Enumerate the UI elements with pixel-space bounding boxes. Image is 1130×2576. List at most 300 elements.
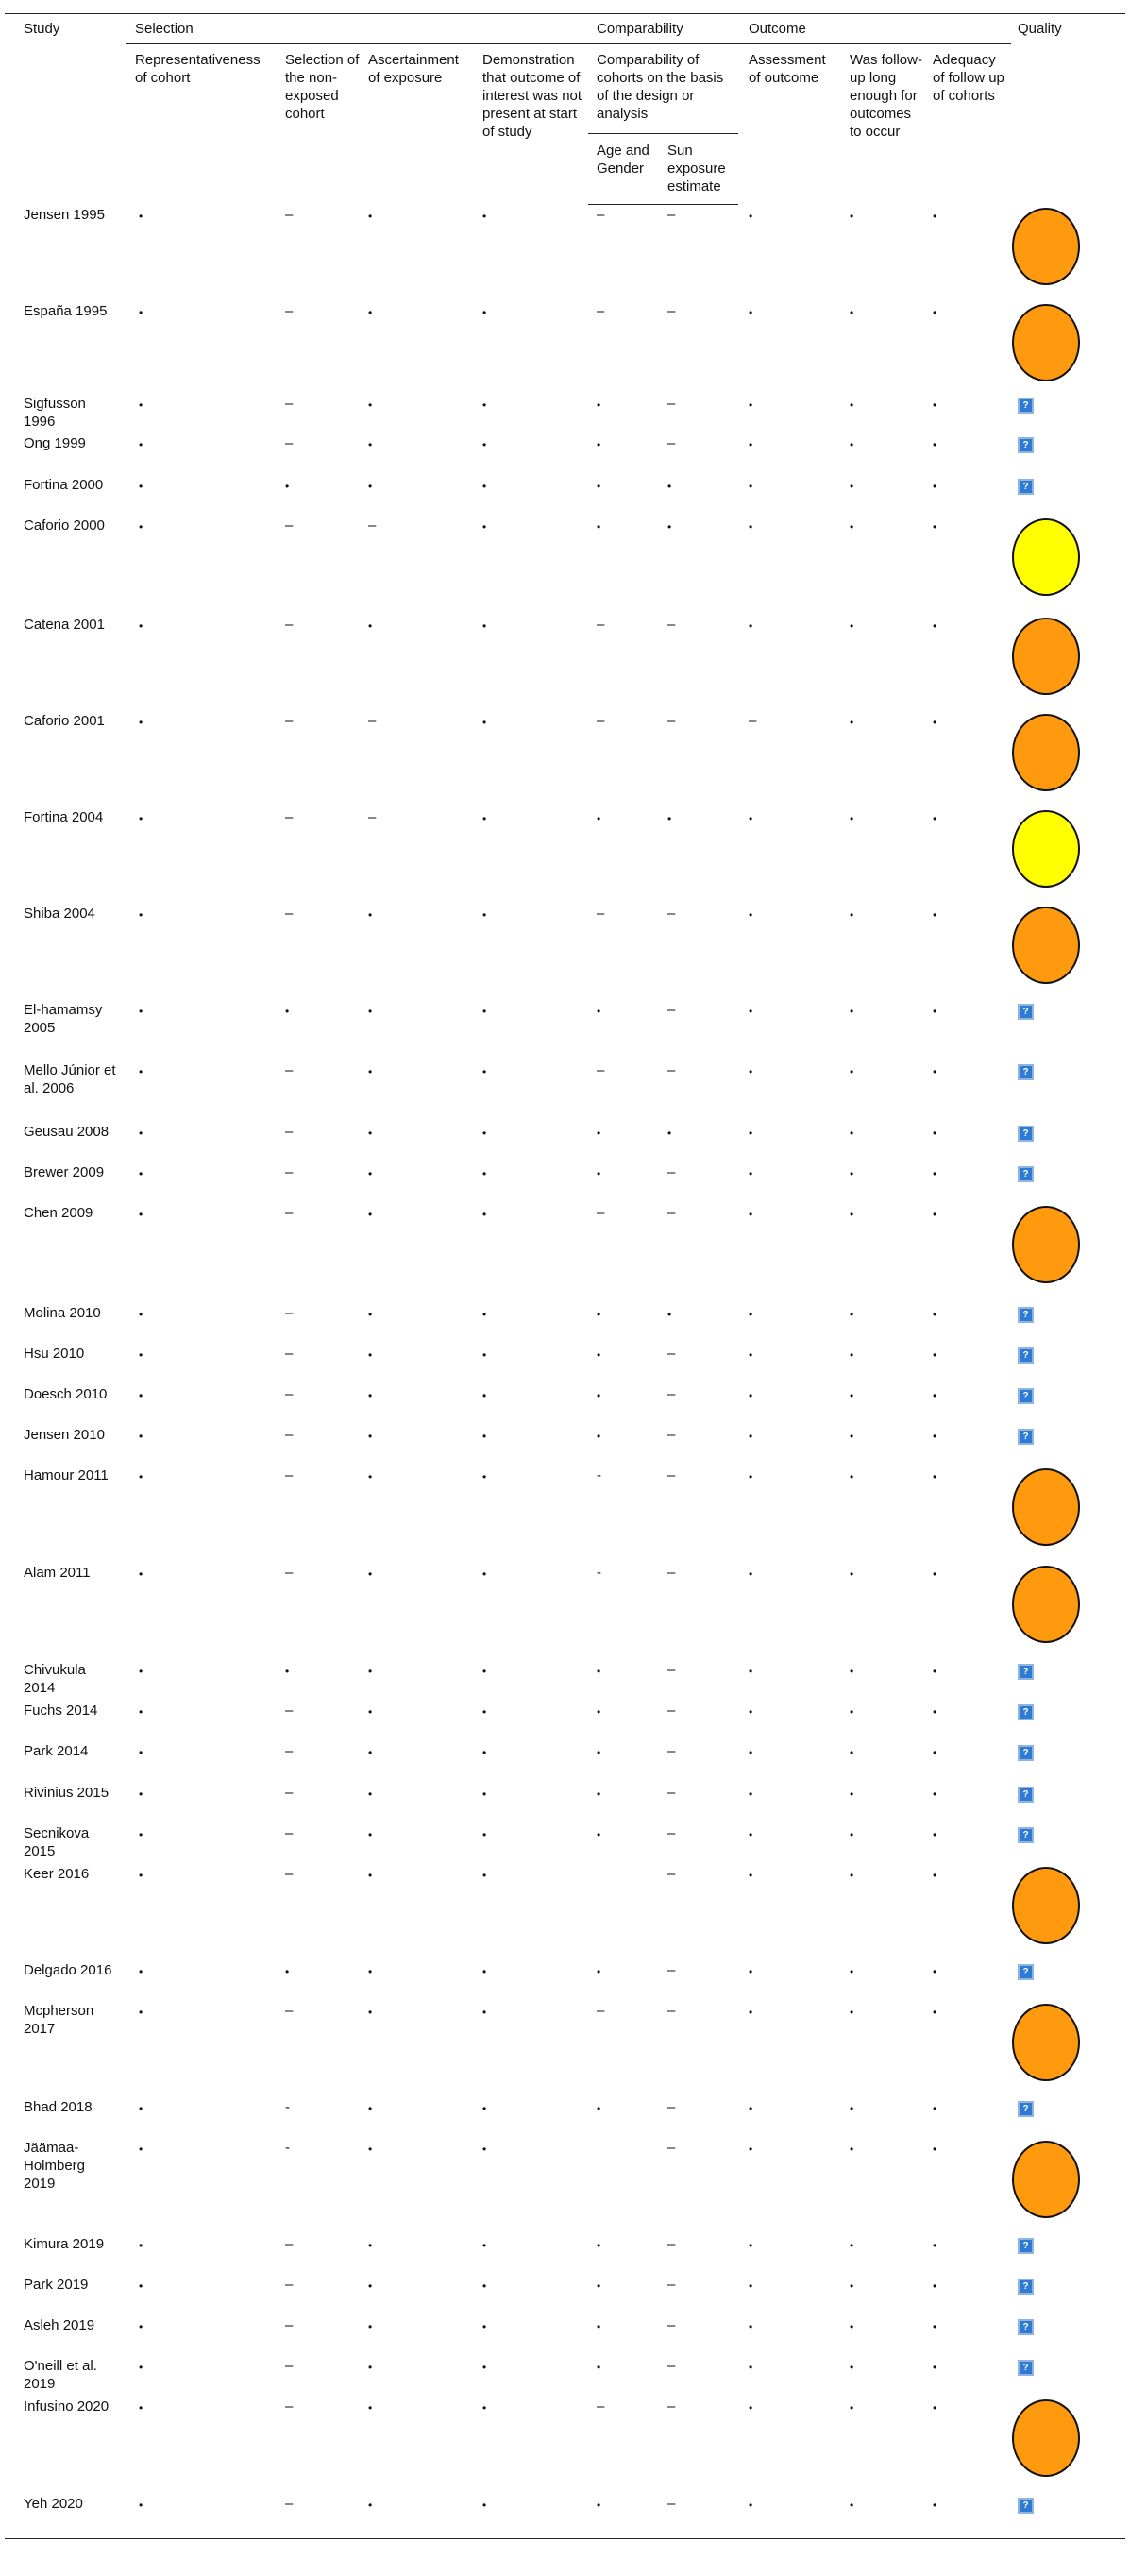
cell-adequacy: • xyxy=(933,210,937,223)
cell-assessment: • xyxy=(749,1568,753,1581)
cell-assessment: • xyxy=(749,398,753,412)
cell-selection-nonexposed: – xyxy=(285,713,294,729)
cell-sun-exposure: – xyxy=(667,435,676,451)
cell-assessment: • xyxy=(749,2361,753,2374)
cell-followup-long: • xyxy=(850,438,854,451)
cell-demonstration: • xyxy=(482,908,487,922)
cell-demonstration: • xyxy=(482,398,487,412)
cell-sun-exposure: • xyxy=(667,1127,672,1140)
cell-followup-long: • xyxy=(850,1705,854,1719)
cell-assessment: • xyxy=(749,908,753,922)
cell-ascertainment: • xyxy=(368,2143,373,2156)
cell-adequacy: • xyxy=(933,1788,937,1801)
cell-selection-nonexposed: – xyxy=(285,207,294,223)
cell-followup-long: • xyxy=(850,2006,854,2019)
cell-age-gender: – xyxy=(597,2003,605,2019)
study-name: Park 2019 xyxy=(24,2277,89,2293)
cell-ascertainment: • xyxy=(368,1869,373,1882)
cell-followup-long: • xyxy=(850,619,854,633)
cell-ascertainment: • xyxy=(368,1127,373,1140)
cell-adequacy: • xyxy=(933,2239,937,2252)
cell-ascertainment: • xyxy=(368,1389,373,1402)
subheader-followup-long: Was follow-up long enough for outcomes to occur xyxy=(850,52,922,140)
cell-assessment: • xyxy=(749,2102,753,2115)
cell-selection-nonexposed: – xyxy=(285,1164,294,1180)
quality-unknown-icon: ? xyxy=(1018,2279,1034,2295)
cell-assessment: • xyxy=(749,1065,753,1078)
cell-selection-nonexposed: – xyxy=(285,517,294,534)
cell-age-gender: – xyxy=(597,713,605,729)
cell-assessment: • xyxy=(749,1005,753,1018)
cell-adequacy: • xyxy=(933,1389,937,1402)
cell-demonstration: • xyxy=(482,2361,487,2374)
cell-assessment: • xyxy=(749,2239,753,2252)
cell-representativeness: • xyxy=(139,1965,143,1978)
cell-ascertainment: • xyxy=(368,2102,373,2115)
cell-adequacy: • xyxy=(933,1430,937,1443)
cell-followup-long: • xyxy=(850,1005,854,1018)
cell-selection-nonexposed: – xyxy=(285,435,294,451)
cell-demonstration: • xyxy=(482,716,487,729)
cell-assessment: • xyxy=(749,438,753,451)
cell-selection-nonexposed: – xyxy=(285,1427,294,1443)
study-name: Asleh 2019 xyxy=(24,2317,95,2333)
cell-selection-nonexposed: – xyxy=(285,1703,294,1719)
cell-assessment: • xyxy=(749,1828,753,1841)
cell-representativeness: • xyxy=(139,1828,143,1841)
study-name: O'neill et al. 2019 xyxy=(24,2358,97,2392)
cell-demonstration: • xyxy=(482,2102,487,2115)
cell-demonstration: • xyxy=(482,480,487,493)
quality-unknown-icon: ? xyxy=(1018,1347,1034,1364)
cell-demonstration: • xyxy=(482,520,487,534)
cell-sun-exposure: – xyxy=(667,303,676,319)
subheader-sun-exposure: Sun exposure estimate xyxy=(667,143,726,195)
cell-sun-exposure: – xyxy=(667,617,676,633)
cell-adequacy: • xyxy=(933,1065,937,1078)
age-sun-underline xyxy=(588,204,738,205)
bottom-rule xyxy=(5,2538,1125,2539)
cell-sun-exposure: • xyxy=(667,1308,672,1321)
cell-demonstration: • xyxy=(482,438,487,451)
cell-representativeness: • xyxy=(139,2239,143,2252)
quality-unknown-icon: ? xyxy=(1018,1064,1034,1080)
cell-followup-long: • xyxy=(850,1665,854,1678)
cell-selection-nonexposed: – xyxy=(285,1467,294,1483)
cell-followup-long: • xyxy=(850,716,854,729)
cell-assessment: • xyxy=(749,1167,753,1180)
cell-age-gender: • xyxy=(597,398,601,412)
cell-ascertainment: • xyxy=(368,1746,373,1759)
cell-adequacy: • xyxy=(933,908,937,922)
cell-selection-nonexposed: • xyxy=(285,1005,290,1018)
cell-adequacy: • xyxy=(933,2361,937,2374)
cell-adequacy: • xyxy=(933,716,937,729)
cell-demonstration: • xyxy=(482,2006,487,2019)
cell-adequacy: • xyxy=(933,619,937,633)
study-name: Fortina 2004 xyxy=(24,809,104,825)
cell-adequacy: • xyxy=(933,1869,937,1882)
cell-age-gender: • xyxy=(597,1965,601,1978)
cell-selection-nonexposed: – xyxy=(285,1785,294,1801)
cell-demonstration: • xyxy=(482,619,487,633)
study-name: Infusino 2020 xyxy=(24,2398,110,2415)
cell-selection-nonexposed: – xyxy=(285,1743,294,1759)
cell-selection-nonexposed: – xyxy=(285,1386,294,1402)
cell-representativeness: • xyxy=(139,2361,143,2374)
header-comparability: Comparability xyxy=(597,21,683,37)
cell-followup-long: • xyxy=(850,1430,854,1443)
cell-sun-exposure: – xyxy=(667,1427,676,1443)
cell-representativeness: • xyxy=(139,306,143,319)
study-name: Rivinius 2015 xyxy=(24,1785,110,1801)
cell-ascertainment: • xyxy=(368,1828,373,1841)
cell-assessment: • xyxy=(749,2279,753,2293)
orange-quality-circle-icon xyxy=(1012,2004,1080,2081)
cell-assessment: – xyxy=(749,713,757,729)
cell-representativeness: • xyxy=(139,1788,143,1801)
cell-demonstration: • xyxy=(482,1208,487,1221)
cell-sun-exposure: – xyxy=(667,1743,676,1759)
cell-age-gender: • xyxy=(597,2361,601,2374)
header-quality: Quality xyxy=(1018,21,1062,37)
cell-representativeness: • xyxy=(139,1705,143,1719)
cell-representativeness: • xyxy=(139,1208,143,1221)
cell-representativeness: • xyxy=(139,2320,143,2333)
study-name: Brewer 2009 xyxy=(24,1164,105,1180)
cell-followup-long: • xyxy=(850,1348,854,1362)
cell-demonstration: • xyxy=(482,812,487,825)
orange-quality-circle-icon xyxy=(1012,1867,1080,1944)
study-name: Fortina 2000 xyxy=(24,477,104,493)
cell-adequacy: • xyxy=(933,398,937,412)
cell-representativeness: • xyxy=(139,812,143,825)
cell-ascertainment: – xyxy=(368,713,377,729)
cell-age-gender: • xyxy=(597,1828,601,1841)
subheader-age-gender: Age and Gender xyxy=(597,143,649,177)
cell-sun-exposure: – xyxy=(667,1962,676,1978)
cell-selection-nonexposed: – xyxy=(285,809,294,825)
header-study: Study xyxy=(24,21,60,37)
cell-followup-long: • xyxy=(850,1869,854,1882)
cell-followup-long: • xyxy=(850,210,854,223)
cell-adequacy: • xyxy=(933,2006,937,2019)
study-name: Jäämaa-Holmberg 2019 xyxy=(24,2140,86,2192)
cell-followup-long: • xyxy=(850,812,854,825)
cell-representativeness: • xyxy=(139,2102,143,2115)
cell-demonstration: • xyxy=(482,2279,487,2293)
cell-followup-long: • xyxy=(850,520,854,534)
cell-selection-nonexposed: – xyxy=(285,2236,294,2252)
cell-adequacy: • xyxy=(933,2320,937,2333)
cell-demonstration: • xyxy=(482,1430,487,1443)
cell-selection-nonexposed: – xyxy=(285,396,294,412)
quality-unknown-icon: ? xyxy=(1018,1827,1034,1843)
cell-representativeness: • xyxy=(139,1470,143,1483)
study-name: Keer 2016 xyxy=(24,1866,90,1882)
study-name: Chivukula 2014 xyxy=(24,1662,86,1696)
cell-age-gender: • xyxy=(597,2102,601,2115)
cell-followup-long: • xyxy=(850,2279,854,2293)
cell-adequacy: • xyxy=(933,812,937,825)
cell-age-gender: • xyxy=(597,2320,601,2333)
cell-representativeness: • xyxy=(139,438,143,451)
cell-representativeness: • xyxy=(139,398,143,412)
cell-age-gender: • xyxy=(597,1788,601,1801)
quality-unknown-icon: ? xyxy=(1018,1964,1034,1980)
comparability-basis-underline xyxy=(588,133,738,134)
study-name: Mcpherson 2017 xyxy=(24,2003,94,2037)
study-name: Fuchs 2014 xyxy=(24,1703,98,1719)
cell-assessment: • xyxy=(749,520,753,534)
cell-assessment: • xyxy=(749,1788,753,1801)
cell-sun-exposure: – xyxy=(667,1386,676,1402)
cell-demonstration: • xyxy=(482,1167,487,1180)
cell-ascertainment: • xyxy=(368,2499,373,2512)
cell-followup-long: • xyxy=(850,908,854,922)
study-name: El-hamamsy 2005 xyxy=(24,1002,103,1036)
cell-ascertainment: • xyxy=(368,2006,373,2019)
study-name: Doesch 2010 xyxy=(24,1386,108,1402)
cell-demonstration: • xyxy=(482,1005,487,1018)
cell-age-gender: • xyxy=(597,2499,601,2512)
cell-representativeness: • xyxy=(139,1430,143,1443)
cell-adequacy: • xyxy=(933,2401,937,2415)
cell-assessment: • xyxy=(749,1746,753,1759)
quality-unknown-icon: ? xyxy=(1018,2101,1034,2117)
cell-followup-long: • xyxy=(850,1965,854,1978)
study-name: Caforio 2000 xyxy=(24,517,105,534)
cell-assessment: • xyxy=(749,1348,753,1362)
cell-ascertainment: • xyxy=(368,1430,373,1443)
study-name: Sigfusson 1996 xyxy=(24,396,86,430)
study-name: Chen 2009 xyxy=(24,1205,93,1221)
cell-age-gender: • xyxy=(597,1308,601,1321)
quality-unknown-icon: ? xyxy=(1018,2360,1034,2376)
orange-quality-circle-icon xyxy=(1012,2399,1080,2477)
cell-ascertainment: • xyxy=(368,619,373,633)
cell-ascertainment: • xyxy=(368,1788,373,1801)
cell-demonstration: • xyxy=(482,1127,487,1140)
cell-selection-nonexposed: – xyxy=(285,303,294,319)
cell-assessment: • xyxy=(749,1389,753,1402)
cell-demonstration: • xyxy=(482,1788,487,1801)
outcome-underline xyxy=(743,43,1011,44)
cell-demonstration: • xyxy=(482,2499,487,2512)
cell-ascertainment: • xyxy=(368,1208,373,1221)
cell-adequacy: • xyxy=(933,306,937,319)
cell-age-gender: • xyxy=(597,1348,601,1362)
cell-assessment: • xyxy=(749,1705,753,1719)
orange-quality-circle-icon xyxy=(1012,907,1080,984)
cell-sun-exposure: – xyxy=(667,1062,676,1078)
cell-sun-exposure: – xyxy=(667,713,676,729)
cell-followup-long: • xyxy=(850,2401,854,2415)
cell-assessment: • xyxy=(749,1665,753,1678)
study-name: Secnikova 2015 xyxy=(24,1825,90,1859)
cell-adequacy: • xyxy=(933,2279,937,2293)
cell-followup-long: • xyxy=(850,1828,854,1841)
cell-assessment: • xyxy=(749,210,753,223)
cell-representativeness: • xyxy=(139,1665,143,1678)
cell-assessment: • xyxy=(749,1308,753,1321)
cell-followup-long: • xyxy=(850,480,854,493)
cell-sun-exposure: • xyxy=(667,480,672,493)
cell-followup-long: • xyxy=(850,398,854,412)
cell-selection-nonexposed: – xyxy=(285,1565,294,1581)
study-name: Molina 2010 xyxy=(24,1305,101,1321)
cell-demonstration: • xyxy=(482,1470,487,1483)
cell-selection-nonexposed: – xyxy=(285,2398,294,2415)
orange-quality-circle-icon xyxy=(1012,714,1080,791)
cell-ascertainment: • xyxy=(368,2320,373,2333)
cell-ascertainment: • xyxy=(368,1308,373,1321)
study-name: Hamour 2011 xyxy=(24,1467,109,1483)
cell-sun-exposure: – xyxy=(667,1467,676,1483)
cell-selection-nonexposed: – xyxy=(285,2358,294,2374)
cell-demonstration: • xyxy=(482,1746,487,1759)
study-name: Hsu 2010 xyxy=(24,1346,85,1362)
cell-representativeness: • xyxy=(139,1127,143,1140)
cell-sun-exposure: – xyxy=(667,1205,676,1221)
cell-ascertainment: • xyxy=(368,438,373,451)
cell-age-gender: • xyxy=(597,438,601,451)
cell-adequacy: • xyxy=(933,1470,937,1483)
header-outcome: Outcome xyxy=(749,21,806,37)
study-name: España 1995 xyxy=(24,303,108,319)
cell-adequacy: • xyxy=(933,1005,937,1018)
cell-representativeness: • xyxy=(139,2143,143,2156)
cell-ascertainment: – xyxy=(368,809,377,825)
quality-unknown-icon: ? xyxy=(1018,398,1034,414)
cell-ascertainment: • xyxy=(368,1065,373,1078)
quality-unknown-icon: ? xyxy=(1018,2238,1034,2254)
cell-ascertainment: • xyxy=(368,480,373,493)
subheader-adequacy: Adequacy of follow up of cohorts xyxy=(933,52,1004,104)
study-name: Jensen 1995 xyxy=(24,207,105,223)
quality-unknown-icon: ? xyxy=(1018,1704,1034,1720)
cell-representativeness: • xyxy=(139,2279,143,2293)
cell-followup-long: • xyxy=(850,2361,854,2374)
cell-adequacy: • xyxy=(933,1167,937,1180)
cell-assessment: • xyxy=(749,1965,753,1978)
quality-unknown-icon: ? xyxy=(1018,1429,1034,1445)
cell-demonstration: • xyxy=(482,1965,487,1978)
study-name: Caforio 2001 xyxy=(24,713,105,729)
cell-sun-exposure: – xyxy=(667,1866,676,1882)
cell-representativeness: • xyxy=(139,716,143,729)
cell-ascertainment: • xyxy=(368,2279,373,2293)
cell-selection-nonexposed: – xyxy=(285,1062,294,1078)
study-name: Delgado 2016 xyxy=(24,1962,112,1978)
cell-demonstration: • xyxy=(482,1869,487,1882)
quality-unknown-icon: ? xyxy=(1018,1166,1034,1182)
quality-unknown-icon: ? xyxy=(1018,1664,1034,1680)
cell-sun-exposure: • xyxy=(667,812,672,825)
cell-sun-exposure: • xyxy=(667,520,672,534)
orange-quality-circle-icon xyxy=(1012,304,1080,381)
cell-demonstration: • xyxy=(482,2401,487,2415)
cell-representativeness: • xyxy=(139,1065,143,1078)
cell-followup-long: • xyxy=(850,1788,854,1801)
quality-unknown-icon: ? xyxy=(1018,437,1034,453)
cell-representativeness: • xyxy=(139,619,143,633)
quality-unknown-icon: ? xyxy=(1018,1307,1034,1323)
cell-followup-long: • xyxy=(850,1470,854,1483)
subheader-demonstration: Demonstration that outcome of interest was not present at start of study xyxy=(482,52,582,140)
cell-demonstration: • xyxy=(482,1308,487,1321)
cell-selection-nonexposed: – xyxy=(285,2496,294,2512)
cell-age-gender: • xyxy=(597,1430,601,1443)
subheader-selection-nonexposed: Selection of the non-exposed cohort xyxy=(285,52,360,122)
cell-sun-exposure: – xyxy=(667,2099,676,2115)
cell-adequacy: • xyxy=(933,2143,937,2156)
cell-demonstration: • xyxy=(482,2143,487,2156)
cell-ascertainment: • xyxy=(368,2239,373,2252)
quality-unknown-icon: ? xyxy=(1018,1004,1034,1020)
cell-sun-exposure: – xyxy=(667,2358,676,2374)
cell-selection-nonexposed: • xyxy=(285,1965,290,1978)
cell-sun-exposure: – xyxy=(667,1346,676,1362)
cell-adequacy: • xyxy=(933,1705,937,1719)
cell-assessment: • xyxy=(749,1869,753,1882)
cell-ascertainment: • xyxy=(368,1005,373,1018)
study-name: Ong 1999 xyxy=(24,435,86,451)
cell-followup-long: • xyxy=(850,1568,854,1581)
cell-followup-long: • xyxy=(850,1065,854,1078)
cell-ascertainment: • xyxy=(368,1167,373,1180)
cell-sun-exposure: – xyxy=(667,1164,676,1180)
yellow-quality-circle-icon xyxy=(1012,518,1080,596)
cell-selection-nonexposed: - xyxy=(285,2099,290,2115)
cell-age-gender: • xyxy=(597,1389,601,1402)
quality-unknown-icon: ? xyxy=(1018,1126,1034,1142)
cell-assessment: • xyxy=(749,619,753,633)
cell-selection-nonexposed: – xyxy=(285,2317,294,2333)
cell-age-gender: • xyxy=(597,812,601,825)
cell-assessment: • xyxy=(749,2006,753,2019)
cell-demonstration: • xyxy=(482,2239,487,2252)
cell-ascertainment: • xyxy=(368,210,373,223)
cell-sun-exposure: – xyxy=(667,2236,676,2252)
cell-demonstration: • xyxy=(482,1065,487,1078)
study-name: Bhad 2018 xyxy=(24,2099,93,2115)
cell-followup-long: • xyxy=(850,1308,854,1321)
cell-assessment: • xyxy=(749,480,753,493)
cell-selection-nonexposed: – xyxy=(285,2003,294,2019)
subheader-ascertainment: Ascertainment of exposure xyxy=(368,52,459,86)
cell-age-gender: – xyxy=(597,906,605,922)
cell-selection-nonexposed: – xyxy=(285,1346,294,1362)
orange-quality-circle-icon xyxy=(1012,208,1080,285)
cell-sun-exposure: – xyxy=(667,2317,676,2333)
cell-age-gender: • xyxy=(597,2239,601,2252)
subheader-comparability-basis: Comparability of cohorts on the basis of the design or analysis xyxy=(597,52,724,122)
cell-assessment: • xyxy=(749,2499,753,2512)
cell-representativeness: • xyxy=(139,1746,143,1759)
cell-representativeness: • xyxy=(139,2006,143,2019)
cell-adequacy: • xyxy=(933,1308,937,1321)
cell-ascertainment: • xyxy=(368,1470,373,1483)
cell-adequacy: • xyxy=(933,520,937,534)
cell-age-gender: – xyxy=(597,1205,605,1221)
cell-ascertainment: • xyxy=(368,908,373,922)
cell-age-gender: – xyxy=(597,1062,605,1078)
cell-sun-exposure: – xyxy=(667,1785,676,1801)
cell-sun-exposure: – xyxy=(667,207,676,223)
cell-followup-long: • xyxy=(850,2499,854,2512)
cell-assessment: • xyxy=(749,1127,753,1140)
